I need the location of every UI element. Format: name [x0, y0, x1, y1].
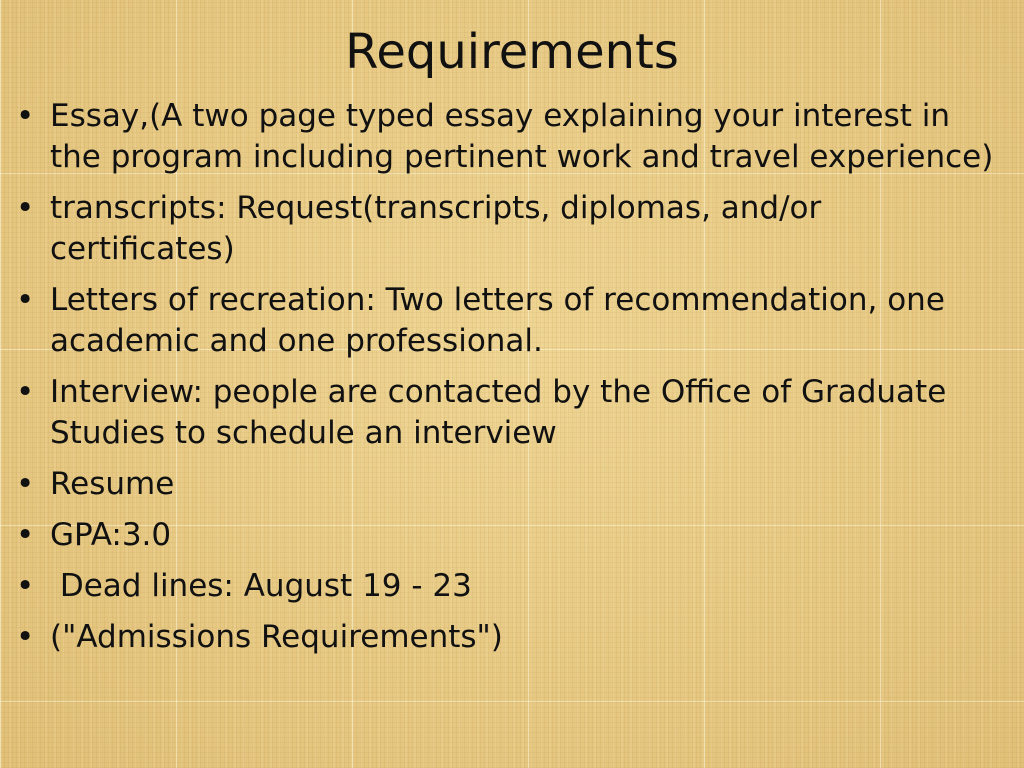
- bullet-text: GPA:3.0: [50, 517, 172, 553]
- bullet-item-transcripts: [12, 188, 1002, 270]
- bullet-dot-icon: •: [16, 98, 35, 134]
- bullet-text: transcripts: Request(transcripts, diplomas, and/or certificates): [50, 190, 822, 267]
- bullet-item-citation: [12, 617, 1002, 658]
- bullet-dot-icon: •: [16, 619, 35, 655]
- bullet-text: Dead lines: August 19 - 23: [50, 568, 472, 604]
- bullet-text: Resume: [50, 466, 175, 502]
- bullet-item-letters: [12, 280, 1002, 362]
- bullet-item-essay: [12, 96, 1002, 178]
- bullet-item-deadlines: [12, 566, 1002, 607]
- bullet-dot-icon: •: [16, 517, 35, 553]
- bullet-text: Essay,(A two page typed essay explaining your interest in the program including pertinent work and travel experience): [50, 98, 994, 175]
- bullet-item-resume: [12, 464, 1002, 505]
- bullet-text: Interview: people are contacted by the Office of Graduate Studies to schedule an interview: [50, 374, 947, 451]
- bullet-dot-icon: •: [16, 568, 35, 604]
- bullet-text: ("Admissions Requirements"): [50, 619, 503, 655]
- bullet-text: Letters of recreation: Two letters of recommendation, one academic and one professional.: [50, 282, 945, 359]
- slide-title: Requirements: [345, 24, 679, 80]
- bullet-item-gpa: [12, 515, 1002, 556]
- bullet-dot-icon: •: [16, 374, 35, 410]
- bullet-dot-icon: •: [16, 190, 35, 226]
- bullet-list: [12, 96, 1002, 668]
- bullet-item-interview: [12, 372, 1002, 454]
- bullet-dot-icon: •: [16, 466, 35, 502]
- bullet-dot-icon: •: [16, 282, 35, 318]
